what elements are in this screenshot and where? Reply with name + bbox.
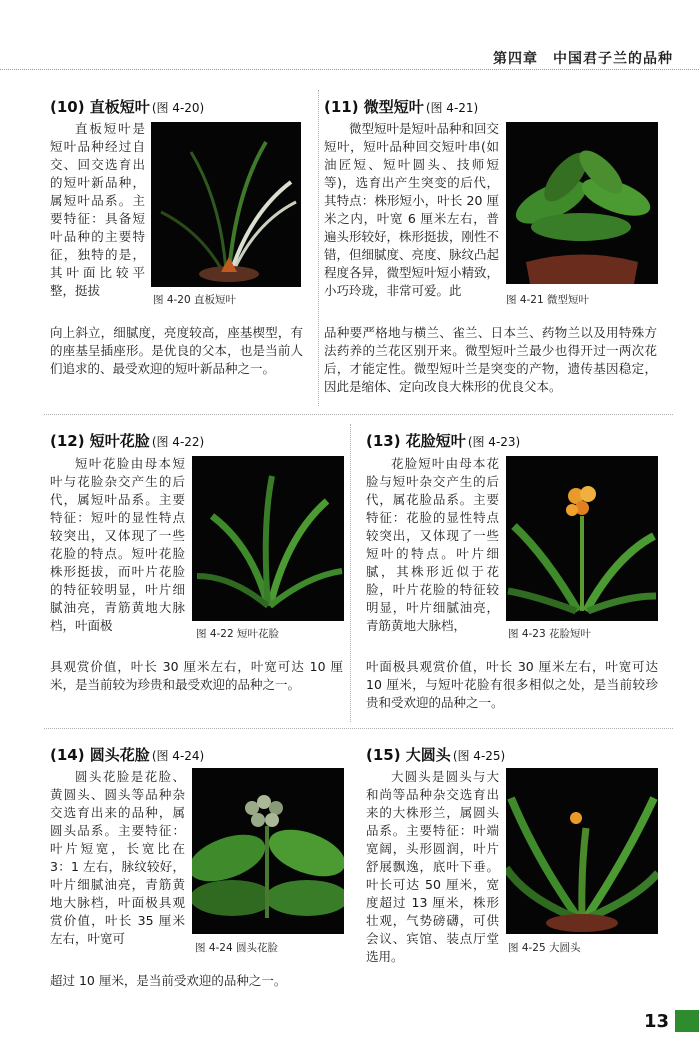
section-title: (12) 短叶花脸 (图 4-22)	[50, 432, 205, 450]
section-text: 微型短叶是短叶品种和回交短叶，短叶品种回交短叶串(如油匠短、短叶圆头、技师短等)，选育出产生突变的后代，其特点：株形短小，叶长 20 厘米之内，叶宽 6 厘米左右，普遍头形较好，株形挺拔，刚性不错，但细腻度、亮度、脉纹凸起程度各异，微型短叶短小精致，小巧玲珑，非常可爱。此	[324, 121, 500, 298]
figure-caption: 图 4-25 大圆头	[508, 942, 581, 954]
section-text-continued: 叶面极具观赏价值，叶长 30 厘米左右，叶宽可达 10 厘米，与短叶花脸有很多相似之处，是当前较珍贵和受欢迎的品种之一。	[366, 659, 658, 710]
figure-caption: 图 4-23 花脸短叶	[508, 628, 592, 640]
plant-photo	[192, 456, 344, 621]
section-title: (10) 直板短叶 (图 4-20)	[50, 98, 205, 116]
section-text: 短叶花脸由母本短叶与花脸杂交产生的后代，属短叶品系。主要特征：短叶的显性特点较突出，又体现了一些花脸的特点。短叶花脸株形挺拔，而叶片花脸的特征较明显，叶片细腻油亮，青筋黄地大脉档，叶面极	[50, 456, 185, 633]
column-divider	[318, 90, 319, 406]
plant-photo-icon	[506, 768, 658, 934]
section-title: (14) 圆头花脸 (图 4-24)	[50, 746, 205, 764]
chapter-title: 第四章 中国君子兰的品种	[493, 51, 673, 67]
plant-photo-icon	[192, 456, 344, 621]
section-text-continued: 品种要严格地与横兰、雀兰、日本兰、药物兰以及用特殊方法药养的兰花区别开来。微型短叶兰最少也得开过一两次花后，才能定性。微型短叶兰是突变的产物，遗传基因稳定，因此是缩体、定向改良大株形的优良父本。	[324, 325, 657, 394]
figure-caption: 图 4-21 微型短叶	[506, 294, 590, 306]
plant-photo-icon	[506, 456, 658, 621]
page-number: 13	[643, 1011, 669, 1032]
plant-photo-icon	[151, 122, 301, 287]
header-rule	[0, 69, 699, 70]
section-title: (11) 微型短叶 (图 4-21)	[324, 98, 479, 116]
section-title: (15) 大圆头 (图 4-25)	[366, 746, 506, 764]
figure-caption: 图 4-20 直板短叶	[153, 294, 237, 306]
plant-photo	[506, 122, 658, 284]
section-text: 直板短叶是短叶品种经过自交、回交选育出的短叶新品种，属短叶品系。主要特征：具备短叶品种的主要特征，独特的是，其叶面比较平整，挺拔	[50, 121, 145, 298]
plant-photo	[506, 456, 658, 621]
plant-photo	[151, 122, 301, 287]
section-divider	[44, 414, 673, 415]
figure-caption: 图 4-24 圆头花脸	[195, 942, 279, 954]
section-text: 花脸短叶由母本花脸与短叶杂交产生的后代，属花脸品系。主要特征：花脸的显性特点较突出，又体现了一些短叶的特点。叶片细腻，其株形近似于花脸，叶片花脸的特征较明显，叶片细腻油亮，青筋黄地大脉档，	[366, 456, 499, 633]
page-header	[0, 0, 699, 70]
plant-photo	[192, 768, 344, 934]
figure-caption: 图 4-22 短叶花脸	[196, 628, 280, 640]
section-text-continued: 超过 10 厘米，是当前受欢迎的品种之一。	[50, 973, 287, 988]
section-text: 大圆头是圆头与大和尚等品种杂交选育出来的大株形兰，属圆头品系。主要特征：叶端宽阔，头形圆润，叶片舒展飘逸，底叶下垂。叶长可达 50 厘米，宽度超过 13 厘米，株形壮观，气势磅礴，可供会议、宾馆、装点厅堂选用。	[366, 769, 499, 964]
page-marker	[675, 1010, 699, 1032]
plant-photo-icon	[192, 768, 344, 934]
section-text-continued: 向上斜立，细腻度，亮度较高，座基楔型，有的座基呈插座形。是优良的父本，也是当前人们追求的、最受欢迎的短叶新品种之一。	[50, 325, 303, 376]
section-text: 圆头花脸是花脸、黄圆头、圆头等品种杂交选育出来的品种，属圆头品系。主要特征：叶片短宽，长宽比在 3：1 左右，脉纹较好，叶片细腻油亮，青筋黄地大脉档，叶面极具观赏价值，叶长 35 厘米左右，叶宽可	[50, 769, 185, 946]
section-text-continued: 具观赏价值，叶长 30 厘米左右，叶宽可达 10 厘米，是当前较为珍贵和最受欢迎的品种之一。	[50, 659, 343, 692]
section-divider	[44, 728, 673, 729]
section-title: (13) 花脸短叶 (图 4-23)	[366, 432, 521, 450]
plant-photo-icon	[506, 122, 658, 284]
plant-photo	[506, 768, 658, 934]
column-divider	[350, 424, 351, 722]
